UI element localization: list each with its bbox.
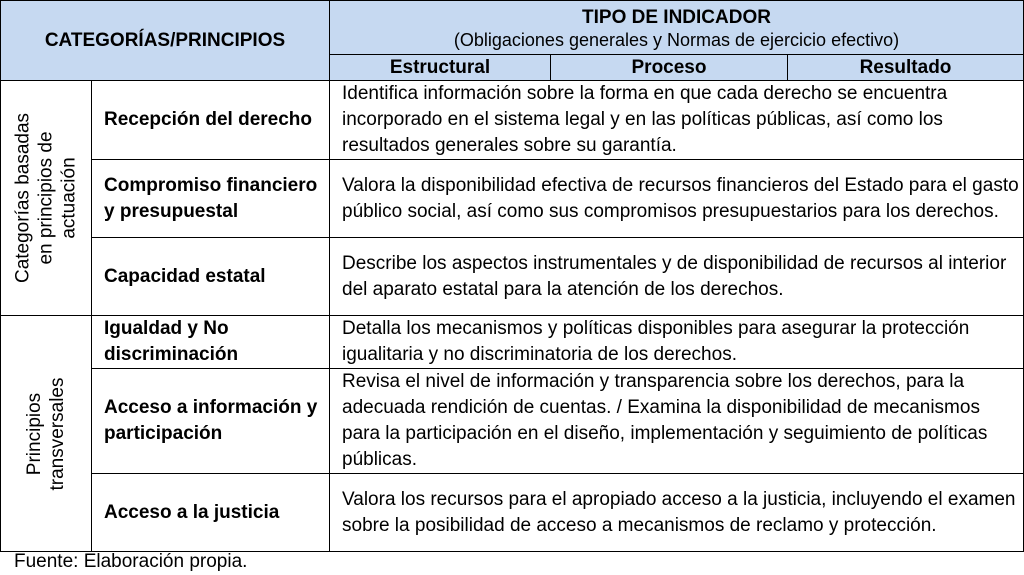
group-label-principios-actuacion [1,81,92,316]
table-row [1,81,1024,160]
group-label-line: actuación [58,157,80,239]
category-cell: Acceso a la justicia [92,474,330,552]
table-row [1,238,1024,316]
group-label-line: Principios [24,392,45,475]
categories-principles-header: CATEGORÍAS/PRINCIPIOS [1,1,330,81]
table-row [1,369,1024,474]
description-cell: Valora los recursos para el apropiado acceso a la justicia, incluyendo el examen sobre la posibilidad de acceso a mecanismos de reclamo y protección. [330,474,1024,552]
indicator-type-title: TIPO DE INDICADOR [582,6,771,28]
source-note: Fuente: Elaboración propia. [14,551,248,572]
table-row [1,316,1024,369]
category-cell: Compromiso financiero y presupuestal [92,160,330,238]
indicator-type-subtitle: (Obligaciones generales y Normas de ejercicio efectivo) [453,29,900,50]
table-row [1,160,1024,238]
column-structural-header: Estructural [330,55,551,81]
group-label-line: en principios de [35,131,57,265]
group-label-principios-transversales [1,316,92,552]
category-cell: Capacidad estatal [92,238,330,316]
group-label-line: Categorías basadas [12,112,34,284]
category-cell: Igualdad y No discriminación [92,316,330,369]
category-cell: Acceso a información y participación [92,369,330,474]
column-result-header: Resultado [788,55,1024,81]
group-label-line: transversales [47,377,68,490]
description-cell: Valora la disponibilidad efectiva de recursos financieros del Estado para el gasto público social, así como sus compromisos presupuestarios para los derechos. [330,160,1024,238]
description-cell: Revisa el nivel de información y transparencia sobre los derechos, para la adecuada rendición de cuentas. / Examina la disponibilidad de mecanismos para la participación en el diseño, implementación y seguimiento de políticas públicas. [330,369,1024,474]
description-cell: Detalla los mecanismos y políticas disponibles para asegurar la protección igualitaria y no discriminatoria de los derechos. [330,316,1024,369]
table-row [1,474,1024,552]
description-cell: Identifica información sobre la forma en que cada derecho se encuentra incorporado en el sistema legal y en las políticas públicas, así como los resultados generales sobre su garantía. [330,81,1024,160]
indicator-type-header [330,1,1024,55]
category-cell: Recepción del derecho [92,81,330,160]
column-process-header: Proceso [551,55,788,81]
description-cell: Describe los aspectos instrumentales y de disponibilidad de recursos al interior del aparato estatal para la atención de los derechos. [330,238,1024,316]
